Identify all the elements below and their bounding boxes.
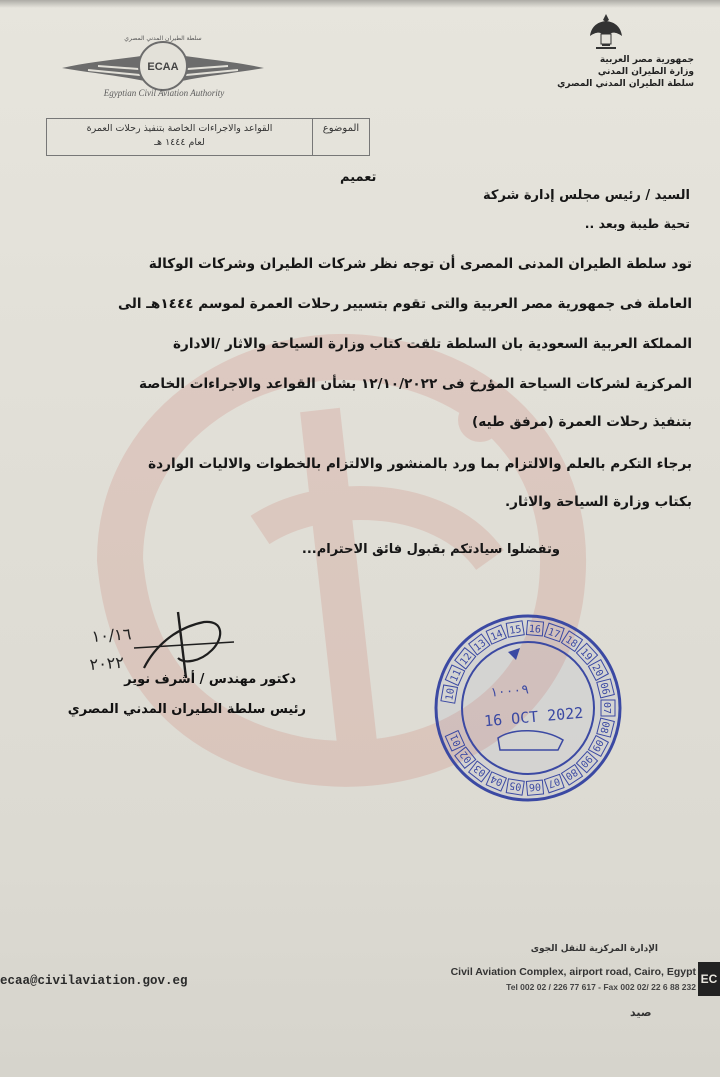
paper-shadow	[0, 0, 720, 8]
stamp-ring-number: 15	[508, 624, 523, 637]
stamp-ring-number: 13	[472, 637, 489, 654]
stamp-ring-number: 90	[577, 752, 595, 770]
ministry-line-2: وزارة الطيران المدني	[597, 67, 694, 77]
subject-line-1: القواعد والاجراءات الخاصة بتنفيذ رحلات العمرة	[86, 123, 273, 134]
stamp-ring-number: 03	[472, 762, 489, 779]
signatory-title: رئيس سلطة الطيران المدني المصري	[67, 702, 306, 717]
greeting: تحية طيبة وبعد ..	[584, 216, 690, 231]
handwritten-note-date: ١٠/١٦	[90, 624, 132, 646]
stamp-ring-number: 08	[597, 720, 611, 735]
subject-label: الموضوع	[312, 119, 369, 155]
stamp-ring-number: 07	[601, 701, 612, 715]
footer-telephone: Tel 002 02 / 226 77 617 - Fax 002 02/ 22 6 88 232	[506, 982, 696, 992]
ecaa-subtitle: Egyptian Civil Aviation Authority	[103, 88, 225, 98]
stamp-ring-number: 80	[563, 765, 580, 782]
body-line-3: المملكة العربية السعودية بان السلطة تلقت كتاب وزارة السياحة والاثار /الادارة	[173, 336, 692, 352]
stamp-ring-number: 12	[458, 651, 475, 668]
subject-text	[47, 119, 312, 155]
stamp-ring-number: 20	[589, 662, 605, 679]
stamp-ring-number: 14	[489, 628, 505, 644]
ministry-line-1: جمهورية مصر العربية	[599, 55, 694, 65]
stamp-ring-number: 11	[448, 668, 464, 684]
stamp-ring-number: 18	[563, 634, 580, 651]
letter-heading: تعميم	[340, 170, 377, 185]
stamp-date: 16 OCT 2022	[483, 703, 584, 731]
signatory-name: دكتور مهندس / أشرف نوير	[124, 672, 296, 687]
body-line-7: بكتاب وزارة السياحة والاثار.	[504, 494, 692, 510]
stamp-ring-number: 10	[444, 687, 458, 702]
stamp-ring-number: 05	[508, 779, 523, 792]
ministry-header	[494, 54, 694, 90]
ecaa-logo-text: ECAA	[147, 61, 179, 73]
footer-department: الإدارة المركزية للنقل الجوى	[530, 944, 658, 954]
body-line-5: بتنفيذ رحلات العمرة (مرفق طيه)	[471, 414, 692, 430]
subject-line-2: لعام ١٤٤٤ هـ	[154, 137, 205, 148]
eagle-emblem	[588, 12, 624, 52]
body-line-4: المركزية لشركات السياحة المؤرخ فى ١٢/١٠/٢٠٢٢ بشأن القواعد والاجراءات الخاصة	[139, 376, 692, 392]
body-line-2: العاملة فى جمهورية مصر العربية والتى تقوم بتسيير رحلات العمرة لموسم ١٤٤٤هـ الى	[118, 296, 692, 312]
footer-email: ecaa@civilaviation.gov.eg	[0, 974, 188, 988]
stamp-ring-number: 06	[597, 681, 611, 696]
closing-line: وتفضلوا سيادتكم بقبول فائق الاحترام...	[301, 542, 560, 557]
stamp-ring-number: 06	[528, 780, 542, 793]
footer-address: Civil Aviation Complex, airport road, Cairo, Egypt	[450, 966, 696, 978]
subject-box	[46, 118, 370, 156]
stamp-ring-number: 04	[489, 772, 505, 788]
stamp-ring-number: 19	[577, 646, 595, 664]
footer-bottom-mark: صيد	[630, 1006, 652, 1019]
stamp-ring-number: 17	[546, 626, 562, 642]
ministry-line-3: سلطة الطيران المدني المصري	[557, 79, 694, 89]
stamp-ring-number: 09	[589, 737, 605, 754]
stamp-serial-number: ١٠٠٠٩	[489, 682, 530, 701]
stamp-ring-number: 01	[448, 732, 464, 748]
footer-corner-mark: EC	[698, 962, 720, 996]
body-line-1: تود سلطة الطيران المدنى المصرى أن توجه نظر شركات الطيران وشركات الوكالة	[148, 256, 692, 272]
handwritten-note-year: ٢٠٢٢	[88, 652, 125, 674]
stamp-ring-number: 07	[546, 774, 562, 790]
body-line-6: برجاء التكرم بالعلم والالتزام بما ورد بالمنشور والالتزام بالخطوات والاليات الواردة	[148, 456, 692, 472]
ecaa-logo-arabic: سلطة الطيران المدني المصري	[124, 35, 202, 42]
stamp-ring-number: 16	[528, 623, 542, 636]
addressee: السيد / رئيس مجلس إدارة شركة	[483, 188, 690, 203]
stamp-ring-number: 02	[458, 748, 475, 765]
